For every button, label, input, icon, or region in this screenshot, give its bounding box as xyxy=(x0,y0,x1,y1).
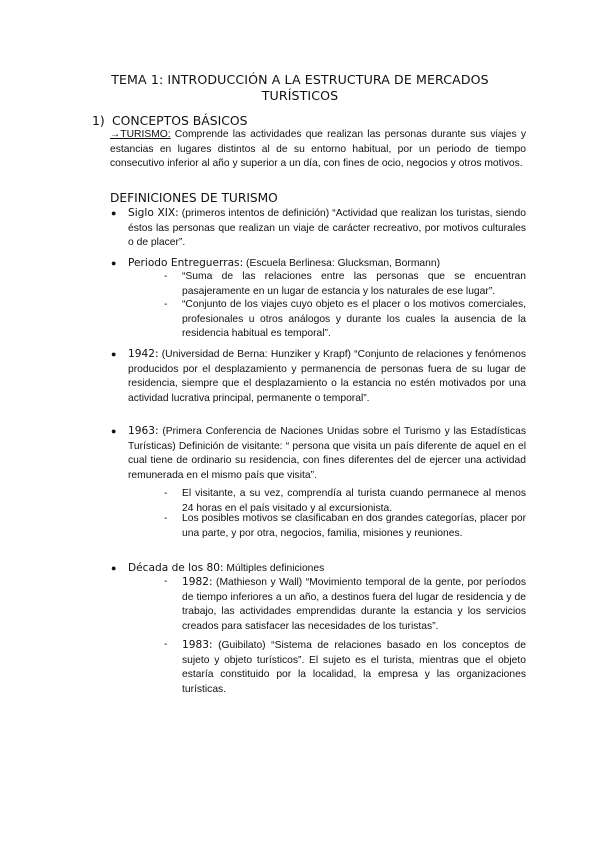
item-label: Década de los 80: xyxy=(128,562,224,574)
dash-icon: - xyxy=(164,488,168,499)
list-item-1963 xyxy=(111,424,526,483)
item-text: Múltiples definiciones xyxy=(223,563,325,574)
section-title: CONCEPTOS BÁSICOS xyxy=(112,113,248,128)
dash-icon: - xyxy=(164,576,168,587)
dash-icon: - xyxy=(164,513,168,524)
bullet-icon: ● xyxy=(111,426,117,436)
dash-icon: - xyxy=(164,639,168,650)
bullet-icon: ● xyxy=(111,258,117,268)
turismo-definition: Comprende las actividades que realizan las personas durante sus viajes y estancias en lugares distintos al de su entorno habitual, por un periodo de tiempo consecutivo inferior al año y superior a un día, con fines de ocio, negocios y otros motivos. xyxy=(110,129,526,170)
dash-icon: - xyxy=(164,299,168,310)
turismo-lead: →TURISMO: xyxy=(110,129,171,140)
item-text: (Primera Conferencia de Naciones Unidas sobre el Turismo y las Estadísticas Turísticas) Definición de visitante: “ persona que visita un país diferente de aquel en el cual tiene de ordinario su residencia, con fines diferentes del de ejercer una actividad remunerada en el mismo país que visita”. xyxy=(128,426,526,481)
item-label: 1942: xyxy=(128,348,159,360)
item-label: Siglo XIX: xyxy=(128,207,179,219)
bullet-icon: ● xyxy=(111,208,117,218)
item-text: (Escuela Berlinesa: Glucksman, Bormann) xyxy=(243,258,441,269)
definitions-heading: DEFINICIONES DE TURISMO xyxy=(110,191,278,205)
sub-item-text: “Conjunto de los viajes cuyo objeto es el placer o los motivos comerciales, profesionales u otros análogos y durante los cuales la ausencia de la residencia habitual es temporal”. xyxy=(182,299,526,340)
section-heading xyxy=(92,113,248,128)
item-label: 1963: xyxy=(128,425,159,437)
sub-item-label: 1982: xyxy=(182,576,213,588)
sub-item xyxy=(164,512,526,541)
sub-item-label: 1983: xyxy=(182,639,213,651)
sub-item xyxy=(164,298,526,342)
list-item-siglo-xix xyxy=(111,206,526,251)
section-number: 1) xyxy=(92,113,105,128)
bullet-icon: ● xyxy=(111,349,117,359)
intro-paragraph xyxy=(110,128,526,172)
sub-item-text: (Mathieson y Wall) “Movimiento temporal de la gente, por períodos de tiempo inferiores a un año, a destinos fuera del lugar de residencia y de trabajo, las actividades emprendidas durante la estancia y los servicios creados para satisfacer las necesidades de los turistas”. xyxy=(182,577,526,632)
sub-item-text: Los posibles motivos se clasificaban en dos grandes categorías, placer por una parte, y por otra, negocios, familia, misiones y reuniones. xyxy=(182,513,526,539)
sub-item-text: “Suma de las relaciones entre las personas que se encuentran pasajeramente en un lugar de estancia y los naturales de ese lugar”. xyxy=(182,271,526,297)
sub-item-text: El visitante, a su vez, comprendía al turista cuando permanece al menos 24 horas en el país visitado y al excursionista. xyxy=(182,488,526,514)
sub-item-text: (Guibilato) “Sistema de relaciones basado en los conceptos de sujeto y objeto turísticos”. El sujeto es el turista, mientras que el objeto estaría constituido por la localidad, la empresa y las organizaciones turísticas. xyxy=(182,640,526,695)
dash-icon: - xyxy=(164,271,168,282)
bullet-icon: ● xyxy=(111,563,117,573)
document-title: TEMA 1: INTRODUCCIÓN A LA ESTRUCTURA DE MERCADOS TURÍSTICOS xyxy=(111,72,489,103)
item-text: (Universidad de Berna: Hunziker y Krapf) “Conjunto de relaciones y fenómenos producidos por el desplazamiento y permanencia de personas fuera de su lugar de residencia, siempre que el desplazamiento o la estancia no estén motivados por una actividad lucrativa principal, permanente o temporal”. xyxy=(128,349,526,404)
item-label: Periodo Entreguerras: xyxy=(128,257,244,269)
sub-item xyxy=(164,638,526,697)
item-text: (primeros intentos de definición) “Actividad que realizan los turistas, siendo éstos las personas que realizan un viaje de carácter recreativo, por motivos culturales o de placer”. xyxy=(128,208,526,249)
list-item-1942 xyxy=(111,347,526,406)
sub-item xyxy=(164,575,526,634)
sub-item xyxy=(164,270,526,299)
